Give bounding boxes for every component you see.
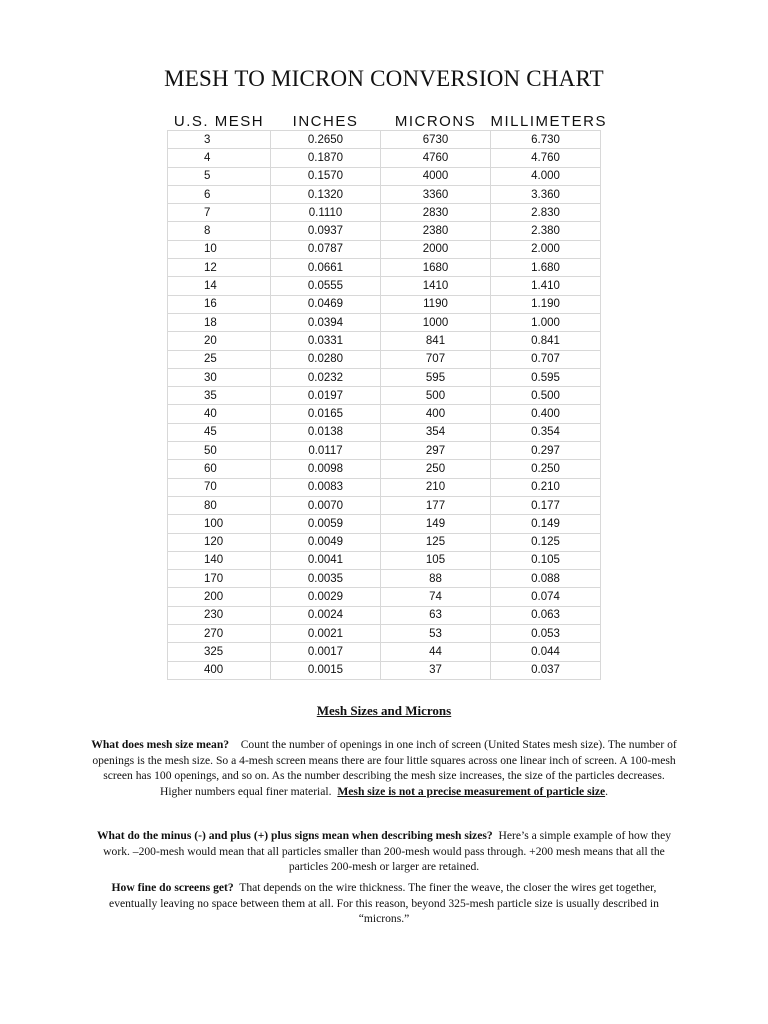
cell-microns: 53 (381, 625, 491, 643)
cell-inches: 0.0280 (271, 350, 381, 368)
cell-microns: 37 (381, 661, 491, 679)
cell-inches: 0.2650 (271, 131, 381, 149)
cell-millimeters: 0.063 (491, 606, 601, 624)
cell-microns: 2380 (381, 222, 491, 240)
cell-millimeters: 0.074 (491, 588, 601, 606)
cell-millimeters: 0.400 (491, 405, 601, 423)
cell-mesh: 100 (168, 515, 271, 533)
question-mesh-size: What does mesh size mean? (91, 738, 230, 751)
cell-millimeters: 0.250 (491, 460, 601, 478)
cell-microns: 6730 (381, 131, 491, 149)
cell-microns: 4000 (381, 167, 491, 185)
cell-millimeters: 0.149 (491, 515, 601, 533)
cell-mesh: 7 (168, 204, 271, 222)
header-inches: INCHES (292, 113, 359, 130)
cell-inches: 0.0138 (271, 423, 381, 441)
cell-inches: 0.0117 (271, 442, 381, 460)
cell-microns: 250 (381, 460, 491, 478)
cell-mesh: 140 (168, 551, 271, 569)
cell-mesh: 18 (168, 313, 271, 331)
table-body (168, 131, 601, 680)
cell-mesh: 80 (168, 496, 271, 514)
cell-microns: 1410 (381, 277, 491, 295)
cell-millimeters: 0.105 (491, 551, 601, 569)
cell-microns: 4760 (381, 149, 491, 167)
cell-millimeters: 0.125 (491, 533, 601, 551)
cell-inches: 0.0331 (271, 332, 381, 350)
table-header-row (168, 112, 601, 131)
cell-inches: 0.0232 (271, 368, 381, 386)
cell-inches: 0.1870 (271, 149, 381, 167)
table-row (168, 478, 601, 496)
cell-microns: 297 (381, 442, 491, 460)
cell-mesh: 170 (168, 570, 271, 588)
paragraph-mesh-size (90, 737, 678, 799)
cell-microns: 707 (381, 350, 491, 368)
cell-mesh: 230 (168, 606, 271, 624)
cell-millimeters: 2.000 (491, 240, 601, 258)
cell-inches: 0.0098 (271, 460, 381, 478)
header-microns: MICRONS (394, 113, 477, 130)
answer-minus-plus: Here’s a simple example of how they work. –200-mesh would mean that all particles smaller than 200-mesh would pass through. +200 mesh means that all the particles 200-mesh or larger are retained. (103, 829, 672, 874)
cell-microns: 210 (381, 478, 491, 496)
cell-mesh: 16 (168, 295, 271, 313)
table-row (168, 332, 601, 350)
cell-mesh: 6 (168, 185, 271, 203)
cell-mesh: 12 (168, 259, 271, 277)
table-row (168, 240, 601, 258)
cell-microns: 1190 (381, 295, 491, 313)
table-row (168, 277, 601, 295)
cell-inches: 0.0083 (271, 478, 381, 496)
cell-millimeters: 0.053 (491, 625, 601, 643)
cell-mesh: 4 (168, 149, 271, 167)
cell-inches: 0.0017 (271, 643, 381, 661)
table-row (168, 149, 601, 167)
question-screen-fineness: How fine do screens get? (111, 881, 234, 894)
cell-microns: 177 (381, 496, 491, 514)
table-row (168, 350, 601, 368)
table-row (168, 313, 601, 331)
cell-millimeters: 0.044 (491, 643, 601, 661)
cell-microns: 105 (381, 551, 491, 569)
cell-millimeters: 0.088 (491, 570, 601, 588)
cell-millimeters: 1.680 (491, 259, 601, 277)
table-row (168, 643, 601, 661)
cell-inches: 0.0555 (271, 277, 381, 295)
cell-inches: 0.0661 (271, 259, 381, 277)
table-row (168, 423, 601, 441)
table-row (168, 167, 601, 185)
table-row (168, 460, 601, 478)
cell-inches: 0.1320 (271, 185, 381, 203)
cell-mesh: 30 (168, 368, 271, 386)
cell-millimeters: 1.410 (491, 277, 601, 295)
cell-millimeters: 0.354 (491, 423, 601, 441)
cell-microns: 400 (381, 405, 491, 423)
cell-inches: 0.0787 (271, 240, 381, 258)
cell-inches: 0.0937 (271, 222, 381, 240)
cell-millimeters: 0.595 (491, 368, 601, 386)
cell-mesh: 325 (168, 643, 271, 661)
cell-millimeters: 2.830 (491, 204, 601, 222)
cell-inches: 0.0021 (271, 625, 381, 643)
cell-mesh: 3 (168, 131, 271, 149)
cell-inches: 0.0015 (271, 661, 381, 679)
table-row (168, 588, 601, 606)
cell-mesh: 270 (168, 625, 271, 643)
cell-microns: 354 (381, 423, 491, 441)
cell-mesh: 70 (168, 478, 271, 496)
cell-mesh: 50 (168, 442, 271, 460)
cell-inches: 0.0059 (271, 515, 381, 533)
answer-screen-fineness: That depends on the wire thickness. The finer the weave, the closer the wires get together, eventually leaving no space between them at all. For this reason, beyond 325-mesh particle size is usually described in “microns.” (109, 881, 659, 926)
cell-microns: 44 (381, 643, 491, 661)
cell-inches: 0.0165 (271, 405, 381, 423)
section-heading: Mesh Sizes and Microns (316, 703, 452, 718)
mesh-size-emphasis: Mesh size is not a precise measurement of particle size (337, 784, 606, 798)
cell-microns: 149 (381, 515, 491, 533)
cell-inches: 0.1110 (271, 204, 381, 222)
cell-inches: 0.0035 (271, 570, 381, 588)
cell-millimeters: 0.500 (491, 387, 601, 405)
cell-mesh: 20 (168, 332, 271, 350)
cell-microns: 841 (381, 332, 491, 350)
cell-mesh: 40 (168, 405, 271, 423)
table-row (168, 295, 601, 313)
cell-microns: 1680 (381, 259, 491, 277)
page-title: MESH TO MICRON CONVERSION CHART (164, 66, 604, 91)
table-row (168, 222, 601, 240)
table-row (168, 515, 601, 533)
cell-microns: 63 (381, 606, 491, 624)
table-row (168, 606, 601, 624)
cell-inches: 0.0197 (271, 387, 381, 405)
table-row (168, 185, 601, 203)
cell-millimeters: 1.000 (491, 313, 601, 331)
table-row (168, 405, 601, 423)
cell-microns: 595 (381, 368, 491, 386)
cell-millimeters: 1.190 (491, 295, 601, 313)
cell-millimeters: 0.297 (491, 442, 601, 460)
cell-microns: 125 (381, 533, 491, 551)
header-millimeters: MILLIMETERS (490, 113, 608, 130)
cell-mesh: 25 (168, 350, 271, 368)
cell-millimeters: 4.760 (491, 149, 601, 167)
cell-inches: 0.0049 (271, 533, 381, 551)
table-row (168, 533, 601, 551)
cell-millimeters: 3.360 (491, 185, 601, 203)
cell-mesh: 45 (168, 423, 271, 441)
cell-millimeters: 0.707 (491, 350, 601, 368)
cell-mesh: 60 (168, 460, 271, 478)
cell-mesh: 120 (168, 533, 271, 551)
cell-microns: 3360 (381, 185, 491, 203)
cell-microns: 500 (381, 387, 491, 405)
cell-microns: 2830 (381, 204, 491, 222)
table-row (168, 387, 601, 405)
cell-mesh: 5 (168, 167, 271, 185)
header-us-mesh: U.S. MESH (173, 113, 265, 130)
cell-inches: 0.1570 (271, 167, 381, 185)
cell-millimeters: 4.000 (491, 167, 601, 185)
cell-mesh: 14 (168, 277, 271, 295)
table-row (168, 661, 601, 679)
table-row (168, 625, 601, 643)
cell-microns: 74 (381, 588, 491, 606)
table-row (168, 551, 601, 569)
cell-mesh: 35 (168, 387, 271, 405)
question-minus-plus: What do the minus (-) and plus (+) plus signs mean when describing mesh sizes? (96, 829, 493, 842)
cell-millimeters: 2.380 (491, 222, 601, 240)
paragraph-end-period: . (605, 784, 609, 798)
cell-inches: 0.0029 (271, 588, 381, 606)
table-row (168, 570, 601, 588)
cell-inches: 0.0394 (271, 313, 381, 331)
table-row (168, 442, 601, 460)
table-row (168, 131, 601, 149)
cell-millimeters: 6.730 (491, 131, 601, 149)
cell-mesh: 200 (168, 588, 271, 606)
cell-millimeters: 0.037 (491, 661, 601, 679)
conversion-table (167, 112, 608, 680)
cell-millimeters: 0.841 (491, 332, 601, 350)
cell-mesh: 10 (168, 240, 271, 258)
table-row (168, 204, 601, 222)
table-row (168, 259, 601, 277)
cell-millimeters: 0.177 (491, 496, 601, 514)
cell-inches: 0.0070 (271, 496, 381, 514)
answer-mesh-size: Count the number of openings in one inch of screen (United States mesh size). The number of openings is the mesh size. So a 4-mesh screen means there are four little squares across one linear inch of screen. A 100-mesh screen has 100 openings, and so on. As the number describing the mesh size increases, the size of the particles decreases. Higher numbers equal finer material. (92, 738, 677, 798)
paragraph-screen-fineness (90, 880, 678, 927)
cell-inches: 0.0041 (271, 551, 381, 569)
cell-microns: 88 (381, 570, 491, 588)
table-row (168, 496, 601, 514)
cell-mesh: 400 (168, 661, 271, 679)
table-row (168, 368, 601, 386)
paragraph-minus-plus (90, 828, 678, 875)
cell-microns: 2000 (381, 240, 491, 258)
cell-inches: 0.0024 (271, 606, 381, 624)
cell-mesh: 8 (168, 222, 271, 240)
cell-microns: 1000 (381, 313, 491, 331)
cell-millimeters: 0.210 (491, 478, 601, 496)
cell-inches: 0.0469 (271, 295, 381, 313)
